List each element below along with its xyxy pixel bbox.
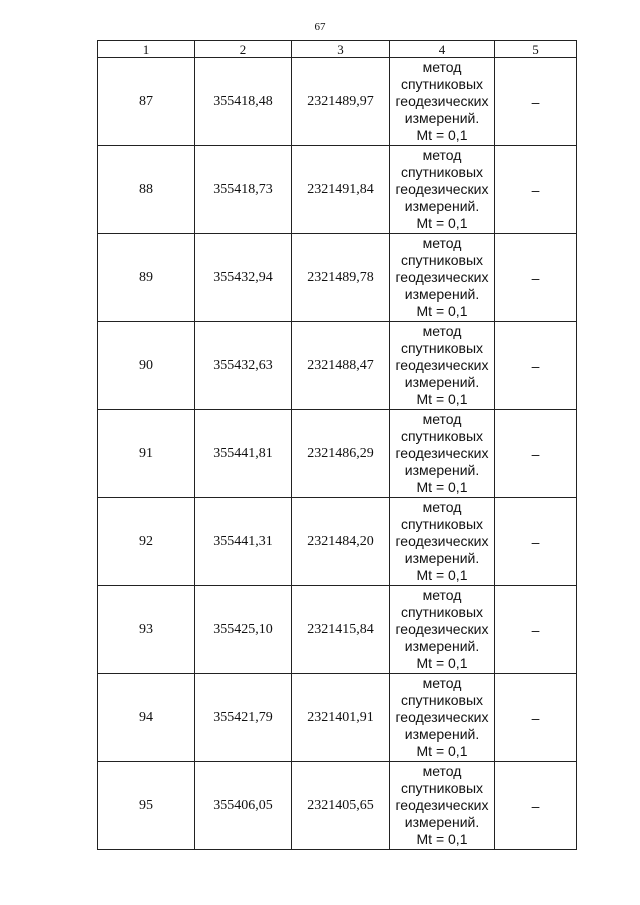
method-line: геодезических bbox=[395, 269, 489, 285]
point-number-cell: 92 bbox=[98, 498, 195, 586]
note-cell: – bbox=[495, 234, 577, 322]
y-coordinate-cell: 2321415,84 bbox=[292, 586, 390, 674]
y-coordinate-cell: 2321486,29 bbox=[292, 410, 390, 498]
method-line: спутниковых bbox=[400, 516, 484, 532]
method-line: метод bbox=[422, 499, 462, 515]
method-line: спутниковых bbox=[400, 428, 484, 444]
note-cell: – bbox=[495, 146, 577, 234]
method-cell bbox=[390, 762, 495, 850]
column-header: 5 bbox=[495, 41, 577, 58]
table-row bbox=[98, 762, 577, 850]
x-coordinate-cell: 355441,81 bbox=[195, 410, 292, 498]
table-row bbox=[98, 410, 577, 498]
y-coordinate-cell: 2321405,65 bbox=[292, 762, 390, 850]
x-coordinate-cell: 355432,63 bbox=[195, 322, 292, 410]
point-number-cell: 94 bbox=[98, 674, 195, 762]
method-line: геодезических bbox=[395, 357, 489, 373]
x-coordinate-cell: 355425,10 bbox=[195, 586, 292, 674]
method-line: геодезических bbox=[395, 709, 489, 725]
method-line: спутниковых bbox=[400, 604, 484, 620]
x-coordinate-cell: 355418,73 bbox=[195, 146, 292, 234]
point-number-cell: 90 bbox=[98, 322, 195, 410]
method-cell bbox=[390, 586, 495, 674]
method-line: измерений. bbox=[404, 550, 480, 566]
method-line: метод bbox=[422, 59, 462, 75]
method-cell bbox=[390, 674, 495, 762]
method-line: геодезических bbox=[395, 797, 489, 813]
y-coordinate-cell: 2321489,78 bbox=[292, 234, 390, 322]
method-line: Mt = 0,1 bbox=[416, 127, 468, 143]
y-coordinate-cell: 2321401,91 bbox=[292, 674, 390, 762]
note-cell: – bbox=[495, 410, 577, 498]
column-header: 2 bbox=[195, 41, 292, 58]
point-number-cell: 91 bbox=[98, 410, 195, 498]
method-cell bbox=[390, 146, 495, 234]
table-row bbox=[98, 58, 577, 146]
method-line: Mt = 0,1 bbox=[416, 743, 468, 759]
method-line: метод bbox=[422, 763, 462, 779]
method-cell bbox=[390, 498, 495, 586]
method-line: спутниковых bbox=[400, 76, 484, 92]
method-line: геодезических bbox=[395, 621, 489, 637]
column-header: 3 bbox=[292, 41, 390, 58]
method-line: метод bbox=[422, 675, 462, 691]
point-number-cell: 87 bbox=[98, 58, 195, 146]
y-coordinate-cell: 2321484,20 bbox=[292, 498, 390, 586]
method-line: геодезических bbox=[395, 445, 489, 461]
method-line: спутниковых bbox=[400, 340, 484, 356]
table-row bbox=[98, 498, 577, 586]
method-cell bbox=[390, 234, 495, 322]
y-coordinate-cell: 2321491,84 bbox=[292, 146, 390, 234]
note-cell: – bbox=[495, 674, 577, 762]
method-line: измерений. bbox=[404, 286, 480, 302]
table-row bbox=[98, 322, 577, 410]
x-coordinate-cell: 355406,05 bbox=[195, 762, 292, 850]
method-line: Mt = 0,1 bbox=[416, 391, 468, 407]
method-line: спутниковых bbox=[400, 692, 484, 708]
x-coordinate-cell: 355432,94 bbox=[195, 234, 292, 322]
method-line: метод bbox=[422, 587, 462, 603]
y-coordinate-cell: 2321489,97 bbox=[292, 58, 390, 146]
method-cell bbox=[390, 410, 495, 498]
method-line: измерений. bbox=[404, 638, 480, 654]
coordinates-table bbox=[97, 40, 577, 850]
method-line: метод bbox=[422, 411, 462, 427]
table-row bbox=[98, 146, 577, 234]
method-line: Mt = 0,1 bbox=[416, 303, 468, 319]
method-line: спутниковых bbox=[400, 164, 484, 180]
x-coordinate-cell: 355418,48 bbox=[195, 58, 292, 146]
method-line: метод bbox=[422, 147, 462, 163]
method-line: измерений. bbox=[404, 814, 480, 830]
page-number: 67 bbox=[314, 21, 326, 33]
table-row bbox=[98, 586, 577, 674]
point-number-cell: 95 bbox=[98, 762, 195, 850]
method-line: измерений. bbox=[404, 462, 480, 478]
point-number-cell: 88 bbox=[98, 146, 195, 234]
point-number-cell: 93 bbox=[98, 586, 195, 674]
method-cell bbox=[390, 322, 495, 410]
method-line: Mt = 0,1 bbox=[416, 215, 468, 231]
table-body bbox=[98, 58, 577, 850]
column-header: 1 bbox=[98, 41, 195, 58]
point-number-cell: 89 bbox=[98, 234, 195, 322]
table-row bbox=[98, 234, 577, 322]
column-header: 4 bbox=[390, 41, 495, 58]
x-coordinate-cell: 355441,31 bbox=[195, 498, 292, 586]
method-line: метод bbox=[422, 323, 462, 339]
note-cell: – bbox=[495, 58, 577, 146]
note-cell: – bbox=[495, 498, 577, 586]
method-line: геодезических bbox=[395, 181, 489, 197]
table-row bbox=[98, 674, 577, 762]
method-line: спутниковых bbox=[400, 780, 484, 796]
method-cell bbox=[390, 58, 495, 146]
method-line: геодезических bbox=[395, 533, 489, 549]
method-line: Mt = 0,1 bbox=[416, 655, 468, 671]
method-line: метод bbox=[422, 235, 462, 251]
note-cell: – bbox=[495, 322, 577, 410]
method-line: Mt = 0,1 bbox=[416, 567, 468, 583]
y-coordinate-cell: 2321488,47 bbox=[292, 322, 390, 410]
note-cell: – bbox=[495, 762, 577, 850]
table-header-row bbox=[98, 41, 577, 58]
method-line: Mt = 0,1 bbox=[416, 479, 468, 495]
method-line: измерений. bbox=[404, 110, 480, 126]
method-line: спутниковых bbox=[400, 252, 484, 268]
method-line: измерений. bbox=[404, 726, 480, 742]
x-coordinate-cell: 355421,79 bbox=[195, 674, 292, 762]
method-line: измерений. bbox=[404, 374, 480, 390]
method-line: измерений. bbox=[404, 198, 480, 214]
method-line: Mt = 0,1 bbox=[416, 831, 468, 847]
note-cell: – bbox=[495, 586, 577, 674]
method-line: геодезических bbox=[395, 93, 489, 109]
